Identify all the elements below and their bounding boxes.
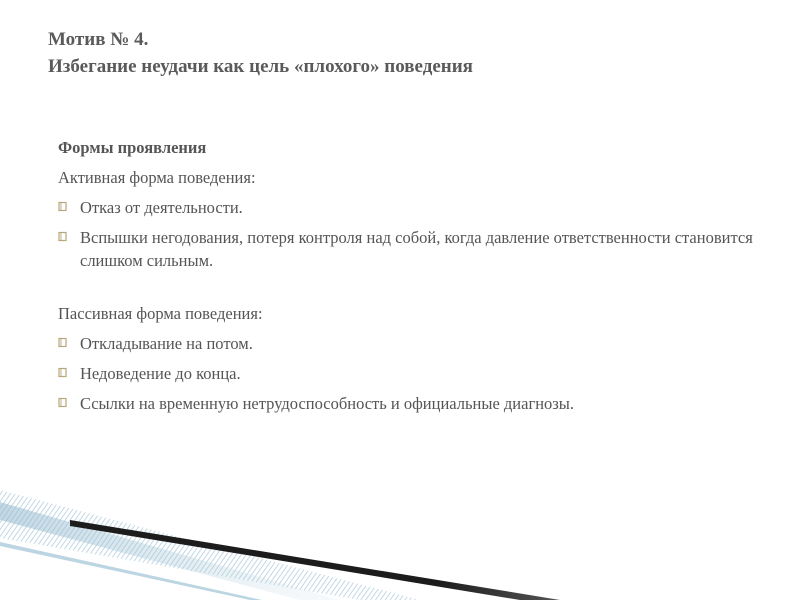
bullet-icon <box>58 367 68 378</box>
bullet-text: Откладывание на потом. <box>80 334 253 353</box>
bullet-text: Ссылки на временную нетрудоспособность и официальные диагнозы. <box>80 394 575 413</box>
slide-body <box>58 136 758 422</box>
title-line-2: Избегание неудачи как цель «плохого» поведения <box>48 56 473 77</box>
bullet-icon <box>58 397 68 408</box>
title-line-1: Мотив № 4. <box>48 29 149 50</box>
bullet-item <box>58 392 758 415</box>
bullet-text: Вспышки негодования, потеря контроля над собой, когда давление ответственности становится слишком сильным. <box>80 228 753 270</box>
bullet-item <box>58 332 758 355</box>
bullet-item <box>58 226 758 272</box>
bullet-item <box>58 196 758 219</box>
bullet-text: Отказ от деятельности. <box>80 198 243 217</box>
passive-form-label: Пассивная форма поведения: <box>58 304 263 323</box>
active-form-label: Активная форма поведения: <box>58 168 256 187</box>
bullet-item <box>58 362 758 385</box>
decorative-stripes <box>0 480 800 600</box>
bullet-icon <box>58 201 68 212</box>
bullet-icon <box>58 337 68 348</box>
section-heading: Формы проявления <box>58 138 207 157</box>
bullet-icon <box>58 231 68 242</box>
spacer <box>58 279 758 302</box>
slide-title <box>48 26 768 80</box>
bullet-text: Недоведение до конца. <box>80 364 241 383</box>
